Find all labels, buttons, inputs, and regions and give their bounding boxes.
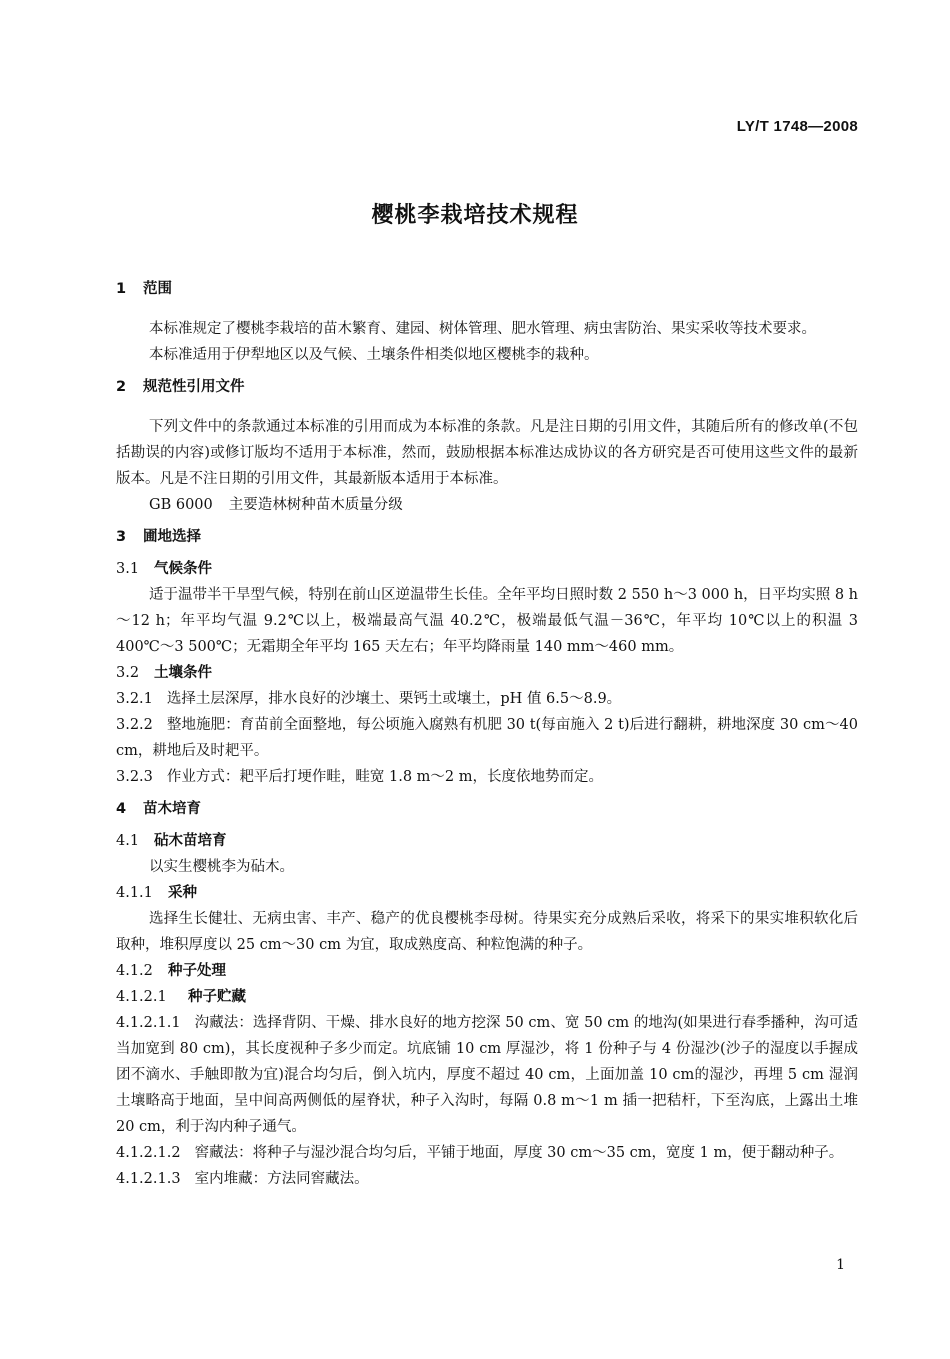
clause-3-2-1: 3.2.1 选择土层深厚，排水良好的沙壤土、栗钙土或壤土，pH 值 6.5～8.9。 [116,691,622,707]
paragraph: 本标准规定了樱桃李栽培的苗木繁育、建园、树体管理、肥水管理、病虫害防治、果实采收等技术要求。 [149,321,816,337]
document-body [116,276,858,1192]
clause-3-2-2: 3.2.2 整地施肥：育苗前全面整地，每公顷施入腐熟有机肥 30 t(每亩施入 2 t)后进行翻耕，耕地深度 30 cm～40 cm，耕地后及时耙平。 [116,717,858,759]
subsection-heading-3-2: 3.2 土壤条件 [116,665,212,681]
paragraph: 本标准适用于伊犁地区以及气候、土壤条件相类似地区樱桃李的栽种。 [149,347,599,363]
paragraph: 选择生长健壮、无病虫害、丰产、稳产的优良樱桃李母树。待果实充分成熟后采收，将采下的果实堆积软化后取种，堆积厚度以 25 cm～30 cm 为宜，取成熟度高、种粒饱满的种子。 [116,911,858,953]
standard-code: LY/T 1748—2008 [736,118,858,135]
clause-4-1-2-1-1: 4.1.2.1.1 沟藏法：选择背阴、干燥、排水良好的地方挖深 50 cm、宽 50 cm 的地沟(如果进行春季播种，沟可适当加宽到 80 cm)，其长度视种子多少而定。坑底铺 10 cm 厚湿沙，将 1 份种子与 4 份湿沙(沙子的湿度以手握成团不滴水、手触即散为宜)混合均匀后，倒入坑内，厚度不超过 40 cm，上面加盖 10 cm的湿沙，再埋 5 cm 湿润土壤略高于地面，呈中间高两侧低的屋脊状，种子入沟时，每隔 0.8 m～1 m 插一把秸杆，下至沟底，上露出土堆 20 cm，利于沟内种子通气。 [116,1015,858,1135]
clause-4-1-2-1-3: 4.1.2.1.3 室内堆藏：方法同窖藏法。 [116,1171,369,1187]
clause-3-2-3: 3.2.3 作业方式：耙平后打埂作畦，畦宽 1.8 m～2 m，长度依地势而定。 [116,769,604,785]
subsection-heading-4-1-2-1: 4.1.2.1 种子贮藏 [116,989,246,1005]
page-number: 1 [836,1257,845,1273]
subsection-heading-3-1: 3.1 气候条件 [116,561,212,577]
reference-title: 主要造林树种苗木质量分级 [228,497,403,513]
paragraph: 下列文件中的条款通过本标准的引用而成为本标准的条款。凡是注日期的引用文件，其随后所有的修改单(不包括勘误的内容)或修订版均不适用于本标准，然而，鼓励根据本标准达成协议的各方研究是否可使用这些文件的最新版本。凡是不注日期的引用文件，其最新版本适用于本标准。 [116,419,858,487]
section-heading-3: 3 圃地选择 [116,529,201,545]
clause-4-1-2-1-2: 4.1.2.1.2 窖藏法：将种子与湿沙混合均匀后，平铺于地面，厚度 30 cm～35 cm，宽度 1 m，便于翻动种子。 [116,1145,844,1161]
subsection-heading-4-1-2: 4.1.2 种子处理 [116,963,226,979]
reference-entry [116,492,858,518]
paragraph: 适于温带半干旱型气候，特别在前山区逆温带生长佳。全年平均日照时数 2 550 h～3 000 h，日平均实照 8 h～12 h；年平均气温 9.2℃以上，极端最高气温 40.2℃，极端最低气温－36℃，年平均 10℃以上的积温 3 400℃～3 500℃；无霜期全年平均 165 天左右；年平均降雨量 140 mm～460 mm。 [116,587,858,655]
paragraph: 以实生樱桃李为砧木。 [149,859,294,875]
page-title: 樱桃李栽培技术规程 [371,203,579,228]
reference-code: GB 6000 [149,497,213,513]
subsection-heading-4-1: 4.1 砧木苗培育 [116,833,227,849]
subsection-heading-4-1-1: 4.1.1 采种 [116,885,197,901]
section-heading-2: 2 规范性引用文件 [116,379,245,395]
section-heading-1: 1 范围 [116,281,172,297]
section-heading-4: 4 苗木培育 [116,801,201,817]
